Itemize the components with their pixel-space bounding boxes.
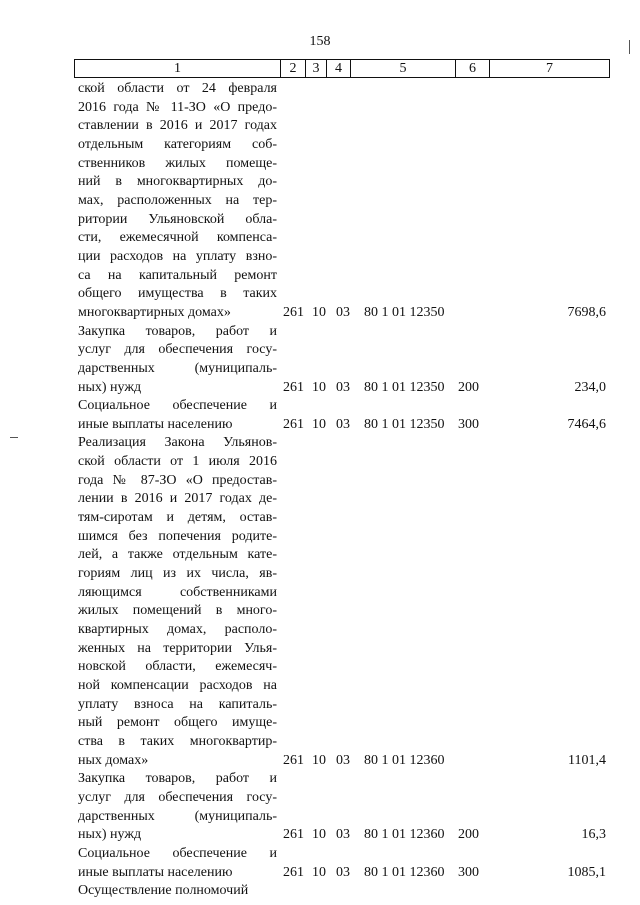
table-row [0, 770, 640, 845]
code-ministry: 261 [283, 827, 304, 843]
row-codes [0, 416, 640, 435]
description-line: Закупка товаров, работ и [78, 771, 277, 787]
description-line: ной компенсации расходов на [78, 678, 277, 693]
code-section: 10 [312, 416, 326, 432]
description-line: отдельным категориям соб- [78, 136, 277, 152]
header-col-3: 3 [305, 60, 326, 77]
header-col-2: 2 [280, 60, 305, 77]
description-line: ных домах» [78, 752, 149, 768]
description-line: услуг для обеспечения госу- [78, 789, 277, 805]
code-ministry: 261 [283, 416, 304, 432]
scan-speck [629, 40, 630, 54]
description-line: Реализация Закона Ульянов- [78, 435, 277, 451]
description-line: ляющимся собственниками [78, 584, 277, 600]
description-line: ской области от 24 февраля [78, 81, 277, 96]
description-line: лении в 2016 и 2017 годах де- [78, 491, 277, 507]
header-col-7: 7 [489, 60, 609, 77]
code-ministry: 261 [283, 752, 304, 768]
code-type: 200 [458, 827, 479, 843]
amount: 7698,6 [567, 304, 606, 320]
description-line: услуг для обеспечения госу- [78, 342, 277, 358]
description-line: новской области, ежемесяч- [78, 659, 277, 675]
code-ministry: 261 [283, 304, 304, 320]
code-type: 200 [458, 379, 479, 395]
code-ministry: 261 [283, 864, 304, 880]
description-line: дарственных (муниципаль- [78, 808, 277, 824]
description-line: иные выплаты населению [78, 864, 233, 880]
description-line: сти, ежемесячной компенса- [78, 230, 277, 246]
description-line: общего имущества в таких [78, 286, 277, 302]
description-line: уплату взноса на капиталь- [78, 696, 277, 712]
code-target: 80 1 01 12360 [364, 827, 445, 843]
row-codes [0, 379, 640, 398]
description-line: ных) нужд [78, 827, 142, 843]
table-row [0, 80, 640, 323]
row-description [78, 434, 277, 770]
description-line: дарственных (муниципаль- [78, 360, 277, 376]
code-subsection: 03 [336, 416, 350, 432]
description-line: ных) нужд [78, 379, 142, 395]
header-col-4: 4 [326, 60, 350, 77]
description-line: ской области от 1 июля 2016 [78, 454, 277, 470]
code-target: 80 1 01 12350 [364, 416, 445, 432]
description-line: шимся без попечения родите- [78, 528, 277, 544]
code-type: 300 [458, 416, 479, 432]
code-subsection: 03 [336, 304, 350, 320]
code-section: 10 [312, 752, 326, 768]
table-row [0, 434, 640, 770]
code-section: 10 [312, 304, 326, 320]
row-codes [0, 304, 640, 323]
code-subsection: 03 [336, 864, 350, 880]
description-line: Осуществление полномочий [78, 883, 249, 899]
amount: 7464,6 [567, 416, 606, 432]
table-header [74, 59, 610, 78]
row-codes [0, 882, 640, 901]
code-target: 80 1 01 12350 [364, 379, 445, 395]
amount: 1085,1 [567, 864, 606, 880]
description-line: ний в многоквартирных до- [78, 174, 277, 190]
table-row [0, 323, 640, 398]
description-line: квартирных домах, располо- [78, 622, 277, 638]
code-target: 80 1 01 12360 [364, 864, 445, 880]
description-line: жилых помещений в много- [78, 603, 277, 619]
description-line: ставлении в 2016 и 2017 годах [78, 118, 277, 134]
description-line: Социальное обеспечение и [78, 845, 277, 861]
code-section: 10 [312, 827, 326, 843]
description-line: Социальное обеспечение и [78, 398, 277, 414]
table-row [0, 882, 640, 901]
table-row [0, 397, 640, 434]
amount: 234,0 [574, 379, 606, 395]
row-codes [0, 826, 640, 845]
amount: 16,3 [581, 827, 606, 843]
row-codes [0, 864, 640, 883]
scan-speck [10, 437, 18, 438]
description-line: ции расходов на уплату взно- [78, 248, 277, 264]
description-line: Закупка товаров, работ и [78, 323, 277, 339]
table-body [0, 80, 640, 901]
code-subsection: 03 [336, 752, 350, 768]
description-line: мах, расположенных на тер- [78, 192, 277, 208]
header-col-1: 1 [174, 61, 181, 76]
code-target: 80 1 01 12360 [364, 752, 445, 768]
description-line: многоквартирных домах» [78, 304, 231, 320]
description-line: гориям лиц из их числа, яв- [78, 566, 277, 582]
header-col-5: 5 [350, 60, 455, 77]
description-line: ственников жилых помеще- [78, 155, 277, 171]
description-line: года № 87-ЗО «О предостав- [78, 472, 277, 488]
description-line: ства в таких многоквартир- [78, 733, 277, 749]
amount: 1101,4 [568, 752, 606, 768]
code-type: 300 [458, 864, 479, 880]
row-description [78, 80, 277, 323]
row-codes [0, 752, 640, 771]
code-section: 10 [312, 379, 326, 395]
code-ministry: 261 [283, 379, 304, 395]
description-line: лей, а также отдельным кате- [78, 547, 277, 563]
description-line: ный ремонт общего имуще- [78, 715, 277, 731]
description-line: тям-сиротам и детям, остав- [78, 510, 277, 526]
code-section: 10 [312, 864, 326, 880]
description-line: иные выплаты населению [78, 416, 233, 432]
description-line: 2016 года № 11-ЗО «О предо- [78, 99, 277, 115]
page-number: 158 [309, 34, 331, 49]
code-subsection: 03 [336, 827, 350, 843]
code-target: 80 1 01 12350 [364, 304, 445, 320]
description-line: ритории Ульяновской обла- [78, 211, 277, 227]
header-col-6: 6 [455, 60, 489, 77]
description-line: са на капитальный ремонт [78, 267, 277, 283]
description-line: женных на территории Улья- [78, 640, 277, 656]
code-subsection: 03 [336, 379, 350, 395]
table-row [0, 845, 640, 882]
